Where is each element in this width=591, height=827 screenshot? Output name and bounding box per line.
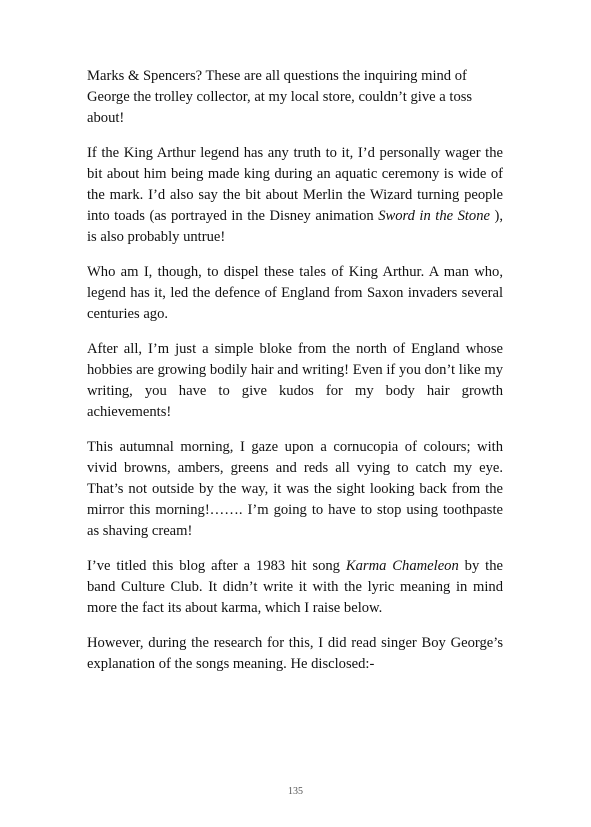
- paragraph-text: Who am I, though, to dispel these tales of King Arthur. A man who, legend has it, led the defence of England from Saxon invaders several centuries ago.: [87, 264, 503, 322]
- paragraph-text: ), is also probably untrue!: [87, 208, 503, 245]
- paragraph-text: However, during the research for this, I did read singer Boy George’s explanation of the songs meaning. He disclosed:-: [87, 635, 503, 672]
- paragraph-text: This autumnal morning, I gaze upon a cornucopia of colours; with vivid browns, ambers, greens and reds all vying to catch my eye. That’s not outside by the way, it was the sight looking back from the mirror this morning!……. I’m going to have to stop using toothpaste as shaving cream!: [87, 439, 503, 539]
- paragraph-text: I’ve titled this blog after a 1983 hit song: [87, 558, 346, 574]
- film-title: Sword in the Stone: [378, 208, 490, 224]
- body-text: [87, 66, 503, 689]
- paragraph-marks-spencers: [87, 66, 503, 129]
- paragraph-text: After all, I’m just a simple bloke from the north of England whose hobbies are growing bodily hair and writing! Even if you don’t like my writing, you have to give kudos for my body hair growth achievements!: [87, 341, 503, 420]
- paragraph-text: Marks & Spencers? These are all questions the inquiring mind of George the trolley collector, at my local store, couldn’t give a toss about!: [87, 68, 473, 126]
- paragraph-research: [87, 633, 503, 675]
- paragraph-after-all: [87, 339, 503, 423]
- page-number: 135: [288, 786, 303, 797]
- paragraph-text: If the King Arthur legend has any truth to it, I’d personally wager the bit about him being made king during an aquatic ceremony is wide of the mark. I’d also say the bit about Merlin the Wizard turning people into toads (as portrayed in the Disney animation: [87, 145, 503, 224]
- paragraph-autumnal-morning: [87, 437, 503, 542]
- paragraph-who-am-i: [87, 262, 503, 325]
- paragraph-text: by the band Culture Club. It didn’t write it with the lyric meaning in mind more the fact its about karma, which I raise below.: [87, 558, 503, 616]
- paragraph-king-arthur: [87, 143, 503, 248]
- song-title: Karma Chameleon: [345, 558, 459, 574]
- paragraph-blog-title: [87, 556, 503, 619]
